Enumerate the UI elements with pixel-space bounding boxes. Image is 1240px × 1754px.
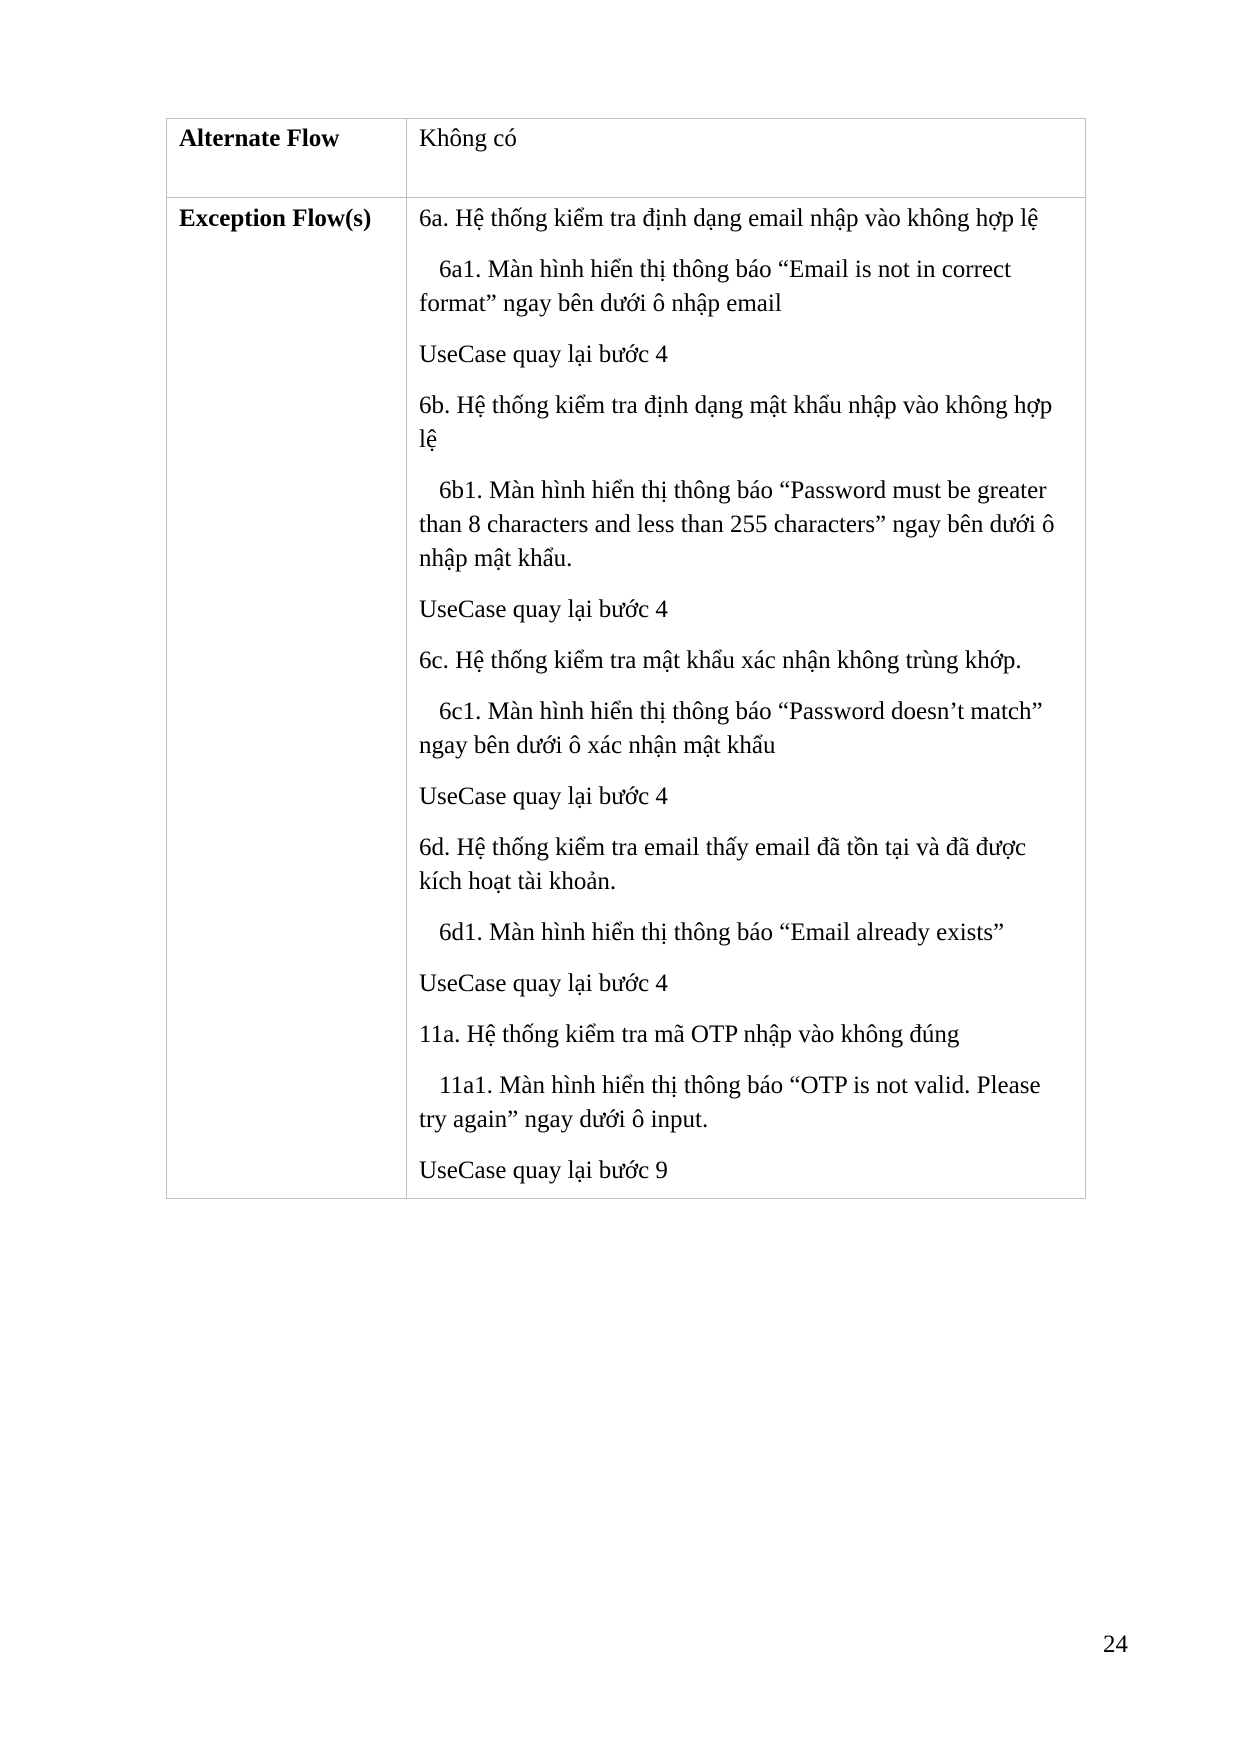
exception-message: 6a1. Màn hình hiển thị thông báo “Email is not in correct format” ngay bên dưới ô nhập email [419,256,1012,317]
usecase-table [166,118,1086,1199]
alternate-flow-label: Alternate Flow [167,119,407,198]
exception-message: 6d1. Màn hình hiển thị thông báo “Email already exists” [439,919,1005,946]
exception-step: 6c. Hệ thống kiểm tra mật khẩu xác nhận không trùng khớp. [419,647,1022,674]
exception-flow-content [407,198,1086,1199]
exception-step: 11a. Hệ thống kiểm tra mã OTP nhập vào không đúng [419,1021,960,1048]
exception-message: 11a1. Màn hình hiển thị thông báo “OTP is not valid. Please try again” ngay dưới ô input. [419,1072,1041,1133]
exception-return: UseCase quay lại bước 4 [419,341,668,368]
exception-return: UseCase quay lại bước 4 [419,783,668,810]
page-number: 24 [1103,1631,1128,1658]
exception-flow-label: Exception Flow(s) [167,198,407,1199]
alternate-flow-value: Không có [407,119,1086,198]
exception-return: UseCase quay lại bước 9 [419,1157,668,1184]
exception-message: 6c1. Màn hình hiển thị thông báo “Password doesn’t match” ngay bên dưới ô xác nhận mật khẩu [419,698,1043,759]
exception-return: UseCase quay lại bước 4 [419,596,668,623]
exception-step: 6a. Hệ thống kiểm tra định dạng email nhập vào không hợp lệ [419,205,1039,232]
alternate-flow-row [167,119,1086,198]
exception-return: UseCase quay lại bước 4 [419,970,668,997]
exception-step: 6d. Hệ thống kiểm tra email thấy email đã tồn tại và đã được kích hoạt tài khoản. [419,834,1027,895]
exception-flow-row [167,198,1086,1199]
exception-step: 6b. Hệ thống kiểm tra định dạng mật khẩu nhập vào không hợp lệ [419,392,1053,453]
exception-message: 6b1. Màn hình hiển thị thông báo “Password must be greater than 8 characters and less than 255 characters” ngay bên dưới ô nhập mật khẩu. [419,477,1055,572]
